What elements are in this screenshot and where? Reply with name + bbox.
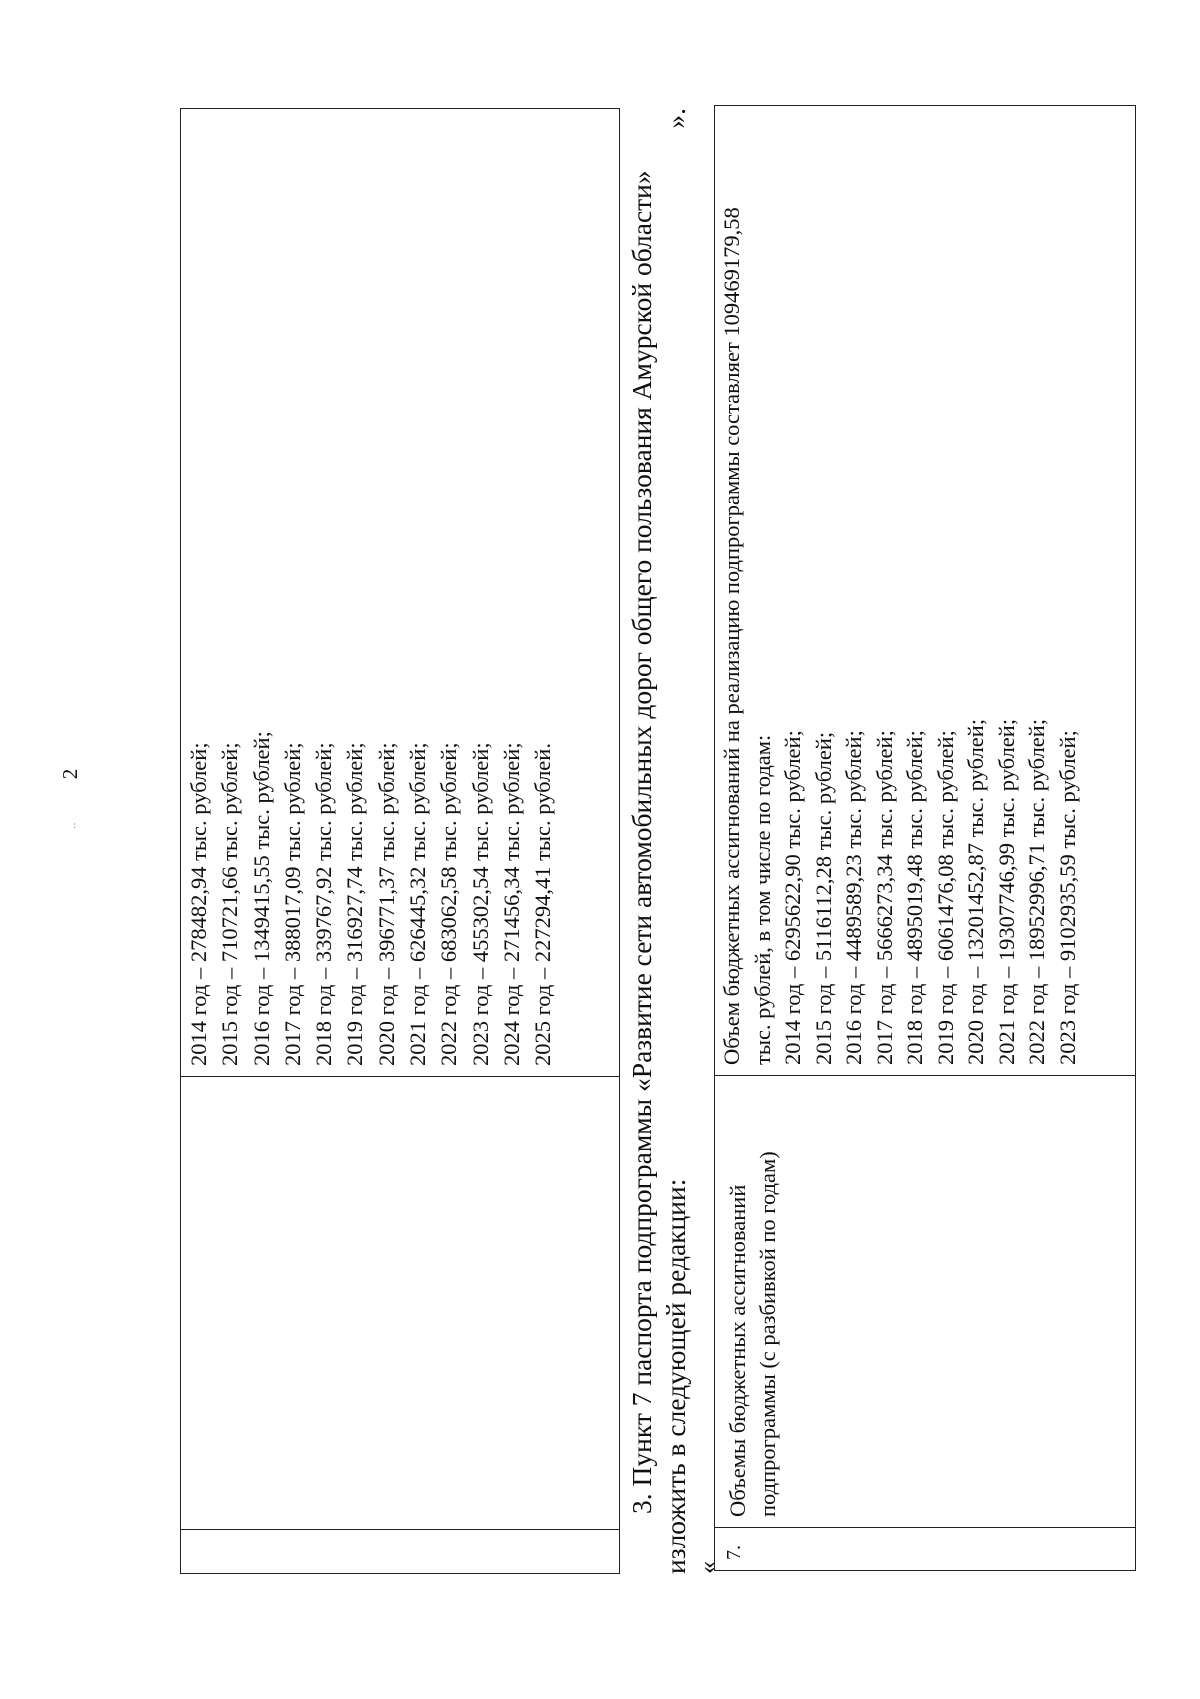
- year-line: 2024 год – 271456,34 тыс. рублей;: [498, 742, 524, 1066]
- intro-line: Объем бюджетных ассигнований на реализацию подпрограммы составляет 109469179,58: [719, 207, 744, 1065]
- year-line: 2025 год – 227294,41 тыс. рублей.: [530, 743, 556, 1066]
- amendment-paragraph: [625, 108, 693, 1574]
- row-label-cell: Объемы бюджетных ассигнований подпрограммы (с разбивкой по годам): [715, 1075, 1135, 1527]
- top-table: [180, 108, 620, 1574]
- year-line: 2014 год – 6295622,90 тыс. рублей;: [780, 730, 805, 1065]
- year-line: 2018 год – 339767,92 тыс. рублей;: [311, 742, 337, 1066]
- year-line: 2017 год – 388017,09 тыс. рублей;: [279, 742, 305, 1066]
- row-number-cell: 7.: [715, 1527, 1135, 1570]
- year-line: 2023 год – 455302,54 тыс. рублей;: [467, 742, 493, 1066]
- year-line: 2017 год – 5666273,34 тыс. рублей;: [871, 730, 897, 1065]
- year-line: 2021 год – 19307746,99 тыс. рублей;: [993, 718, 1019, 1065]
- top-table-label-cell: [181, 1076, 619, 1529]
- top-table-number-cell: [181, 1529, 619, 1573]
- intro-line: тыс. рублей, в том числе по годам:: [749, 734, 775, 1065]
- scan-speck: ⋅⋅: [70, 822, 81, 829]
- page-number: 2: [58, 768, 82, 780]
- year-line: 2015 год – 710721,66 тыс. рублей;: [217, 742, 243, 1066]
- top-table-years-cell: [181, 109, 619, 1076]
- year-line: 2023 год – 9102935,59 тыс. рублей;: [1054, 730, 1080, 1065]
- year-line: 2016 год – 4489589,23 тыс. рублей;: [841, 730, 866, 1065]
- year-line: 2022 год – 683062,58 тыс. рублей;: [436, 742, 462, 1066]
- year-line: 2014 год – 278482,94 тыс. рублей;: [186, 742, 211, 1066]
- year-line: 2022 год – 18952996,71 тыс. рублей;: [1024, 718, 1049, 1065]
- bottom-table: [714, 105, 1136, 1571]
- year-line: 2020 год – 396771,37 тыс. рублей;: [373, 742, 399, 1066]
- closing-quote: ».: [660, 108, 691, 129]
- year-line: 2019 год – 316927,74 тыс. рублей;: [342, 742, 368, 1066]
- year-line: 2019 год – 6061476,08 тыс. рублей;: [932, 730, 958, 1065]
- year-line: 2021 год – 626445,32 тыс. рублей;: [405, 742, 431, 1066]
- paragraph-text: 3. Пункт 7 паспорта подпрограммы «Развитие сети автомобильных дорог общего пользования Амурской области»: [626, 170, 657, 1514]
- year-line: 2018 год – 4895019,48 тыс. рублей;: [902, 730, 927, 1065]
- paragraph-line-2: изложить в следующей редакции:: [660, 1178, 691, 1574]
- year-line: 2015 год – 5116112,28 тыс. рублей;: [810, 731, 836, 1065]
- year-line: 2016 год – 1349415,55 тыс. рублей;: [248, 731, 274, 1066]
- year-line: 2020 год – 13201452,87 тыс. рублей;: [963, 718, 988, 1065]
- opening-quote: «: [693, 1561, 722, 1574]
- row-value-cell: [715, 106, 1135, 1075]
